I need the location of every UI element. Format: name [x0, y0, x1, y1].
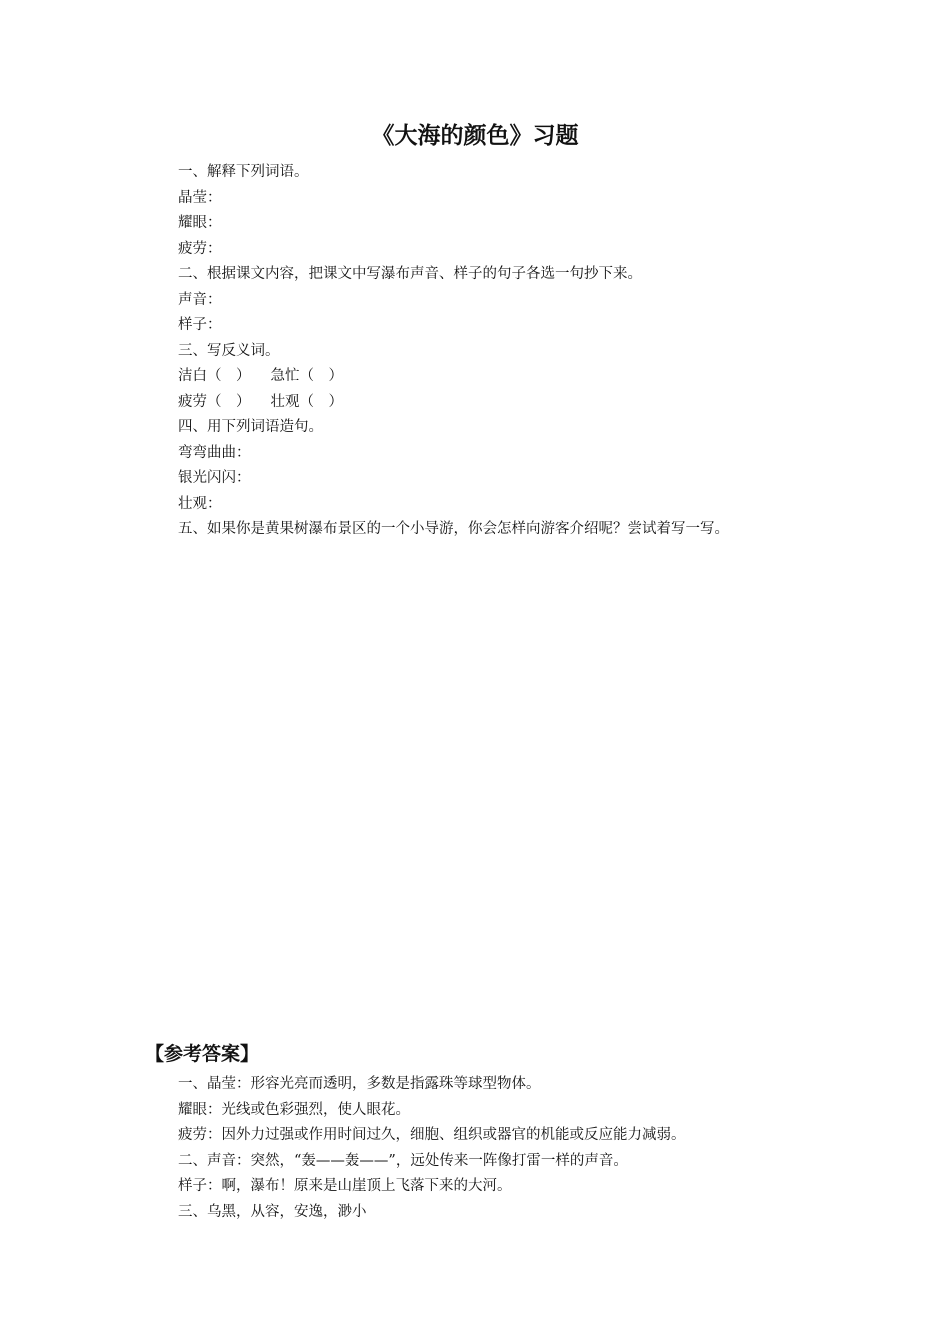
answers-section [178, 1072, 898, 1225]
antonym-blank: 疲劳（ ） [178, 393, 251, 410]
question-4-heading: 四、用下列词语造句。 [178, 419, 323, 435]
question-4-item-1: 弯弯曲曲： [178, 444, 251, 461]
question-5-heading: 五、如果你是黄果树瀑布景区的一个小导游，你会怎样向游客介绍呢？尝试着写一写。 [178, 521, 729, 537]
question-4-item-2: 银光闪闪： [178, 470, 251, 486]
answer-line: 样子：啊，瀑布！原来是山崖顶上飞落下来的大河。 [178, 1178, 512, 1194]
question-4-item-3: 壮观： [178, 495, 222, 512]
answer-line: 二、声音：突然，“轰——轰——”，远处传来一阵像打雷一样的声音。 [178, 1152, 628, 1169]
question-2-item-2: 样子： [178, 317, 222, 333]
question-1-item-1: 晶莹： [178, 189, 222, 206]
answer-line: 三、乌黑，从容，安逸，渺小 [178, 1203, 367, 1220]
question-3-row-2 [178, 390, 898, 416]
question-2-item-1: 声音： [178, 291, 222, 308]
page-title: 《大海的颜色》习题 [371, 123, 579, 149]
antonym-blank: 洁白（ ） [178, 368, 251, 384]
answer-heading: 【参考答案】 [145, 1043, 260, 1065]
answer-line: 一、晶莹：形容光亮而透明，多数是指露珠等球型物体。 [178, 1076, 541, 1092]
question-1-heading: 一、解释下列词语。 [178, 164, 309, 180]
question-1-item-2: 耀眼： [178, 215, 222, 231]
antonym-blank: 壮观（ ） [270, 393, 343, 410]
answer-line: 耀眼：光线或色彩强烈，使人眼花。 [178, 1101, 410, 1118]
question-1-item-3: 疲劳： [178, 240, 222, 257]
antonym-blank: 急忙（ ） [270, 368, 343, 384]
exercise-section [178, 160, 898, 543]
question-3-heading: 三、写反义词。 [178, 342, 280, 359]
question-2-heading: 二、根据课文内容，把课文中写瀑布声音、样子的句子各选一句抄下来。 [178, 266, 642, 282]
answer-line: 疲劳：因外力过强或作用时间过久，细胞、组织或器官的机能或反应能力减弱。 [178, 1127, 686, 1143]
question-3-row-1 [178, 364, 898, 390]
